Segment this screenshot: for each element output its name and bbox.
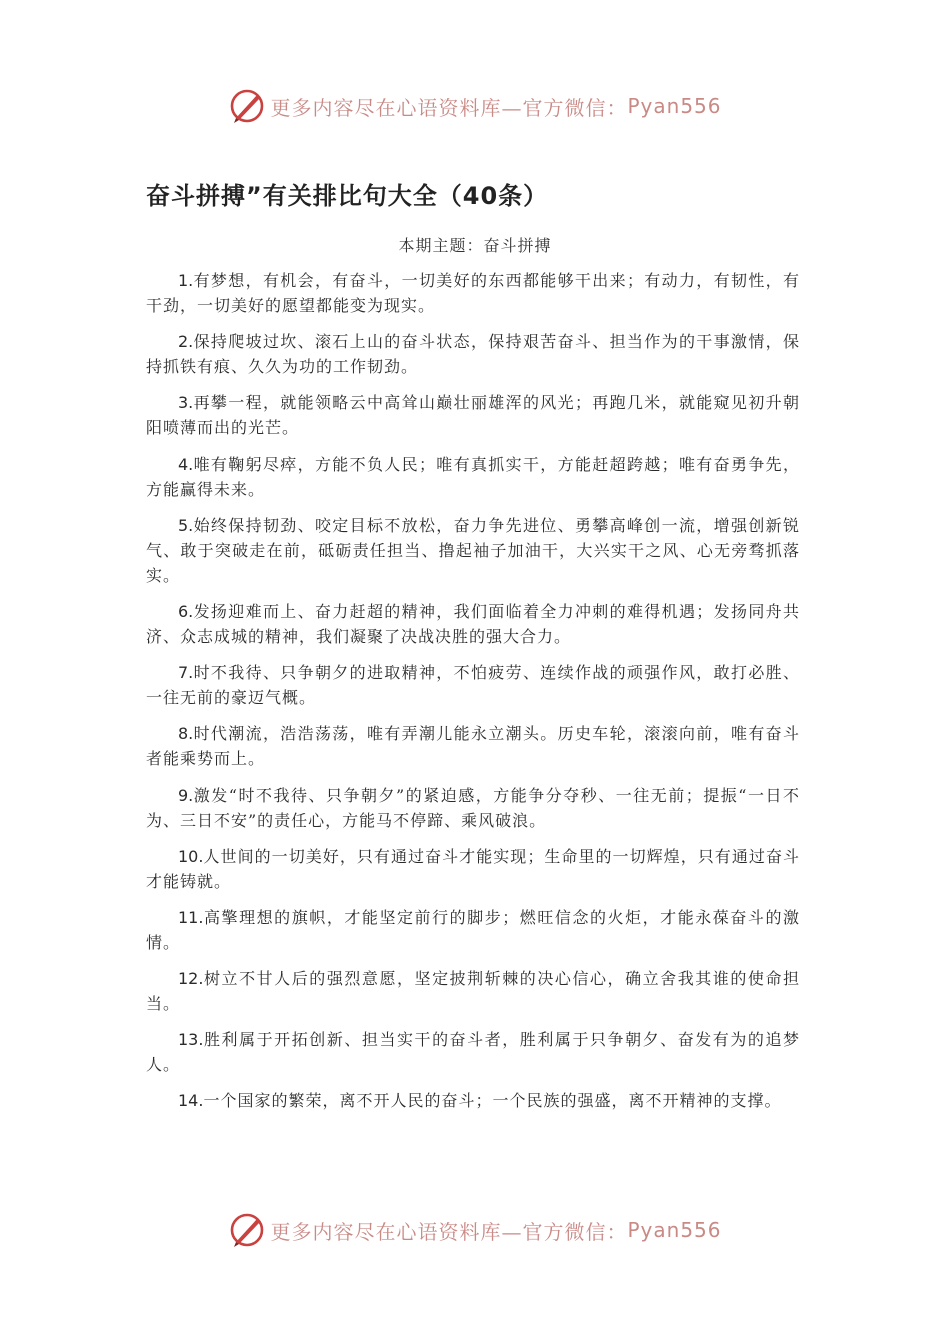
list-item — [146, 513, 800, 588]
document-subtitle: 本期主题：奋斗拼搏 — [398, 236, 552, 255]
item-number: 11. — [178, 907, 204, 927]
banner-text: 更多内容尽在心语资料库—官方微信： — [270, 95, 628, 120]
item-number: 3. — [178, 393, 194, 413]
item-text: 保持爬坡过坎、滚石上山的奋斗状态，保持艰苦奋斗、担当作为的干事激情，保持抓铁有痕、久久为功的工作韧劲。 — [146, 332, 800, 377]
item-number: 7. — [178, 663, 194, 683]
list-item — [146, 268, 800, 318]
list-item — [146, 905, 800, 955]
list-item — [146, 721, 800, 771]
list-item — [146, 390, 800, 440]
item-text: 树立不甘人后的强烈意愿，坚定披荆斩棘的决心信心，确立舍我其谁的使命担当。 — [146, 969, 800, 1014]
header-watermark-banner — [0, 86, 950, 126]
item-number: 1. — [178, 271, 194, 290]
item-text: 胜利属于开拓创新、担当实干的奋斗者，胜利属于只争朝夕、奋发有为的追梦人。 — [146, 1030, 800, 1075]
item-number: 8. — [178, 724, 194, 744]
item-text: 时不我待、只争朝夕的进取精神，不怕疲劳、连续作战的顽强作风，敢打必胜、一往无前的豪迈气概。 — [146, 663, 800, 708]
sentence-list — [146, 268, 800, 1125]
item-text: 有梦想，有机会，有奋斗，一切美好的东西都能够干出来；有动力，有韧性，有干劲，一切美好的愿望都能变为现实。 — [146, 271, 800, 315]
list-item — [146, 966, 800, 1016]
item-text: 时代潮流，浩浩荡荡，唯有弄潮儿能永立潮头。历史车轮，滚滚向前，唯有奋斗者能乘势而上。 — [146, 724, 800, 769]
pen-logo-icon — [228, 1211, 266, 1249]
item-number: 4. — [178, 454, 194, 474]
list-item — [146, 452, 800, 502]
document-title: 奋斗拼搏”有关排比句大全（40条） — [146, 182, 549, 210]
banner-wechat-id: Pyan556 — [627, 1218, 722, 1242]
banner-text: 更多内容尽在心语资料库—官方微信： — [270, 1219, 628, 1244]
pen-logo-icon — [228, 87, 266, 125]
item-text: 发扬迎难而上、奋力赶超的精神，我们面临着全力冲刺的难得机遇；发扬同舟共济、众志成城的精神，我们凝聚了决战决胜的强大合力。 — [146, 601, 800, 646]
list-item — [146, 599, 800, 649]
item-text: 唯有鞠躬尽瘁，方能不负人民；唯有真抓实干，方能赶超跨越；唯有奋勇争先，方能赢得未来。 — [146, 454, 800, 499]
item-text: 激发“时不我待、只争朝夕”的紧迫感，方能争分夺秒、一往无前；提振“一日不为、三日不安”的责任心，方能马不停蹄、乘风破浪。 — [146, 785, 800, 830]
footer-watermark-banner — [0, 1210, 950, 1250]
item-number: 5. — [178, 515, 194, 535]
list-item — [146, 660, 800, 710]
item-number: 10. — [178, 846, 204, 866]
item-number: 6. — [178, 601, 194, 621]
item-number: 13. — [178, 1030, 204, 1050]
list-item — [146, 783, 800, 833]
item-text: 一个国家的繁荣，离不开人民的奋斗；一个民族的强盛，离不开精神的支撑。 — [203, 1091, 782, 1111]
item-text: 再攀一程，就能领略云中高耸山巅壮丽雄浑的风光；再跑几米，就能窥见初升朝阳喷薄而出的光芒。 — [146, 393, 800, 438]
list-item — [146, 1027, 800, 1077]
list-item — [146, 329, 800, 379]
item-text: 始终保持韧劲、咬定目标不放松，奋力争先进位、勇攀高峰创一流，增强创新锐气、敢于突破走在前，砥砺责任担当、撸起袖子加油干，大兴实干之风、心无旁骛抓落实。 — [146, 515, 800, 585]
item-text: 人世间的一切美好，只有通过奋斗才能实现；生命里的一切辉煌，只有通过奋斗才能铸就。 — [146, 846, 800, 891]
item-text: 高擎理想的旗帜，才能坚定前行的脚步；燃旺信念的火炬，才能永葆奋斗的激情。 — [146, 907, 800, 952]
item-number: 9. — [178, 785, 194, 805]
list-item — [146, 1088, 800, 1113]
item-number: 2. — [178, 332, 194, 352]
item-number: 12. — [178, 969, 204, 989]
list-item — [146, 844, 800, 894]
banner-wechat-id: Pyan556 — [627, 94, 722, 118]
item-number: 14. — [178, 1091, 204, 1111]
